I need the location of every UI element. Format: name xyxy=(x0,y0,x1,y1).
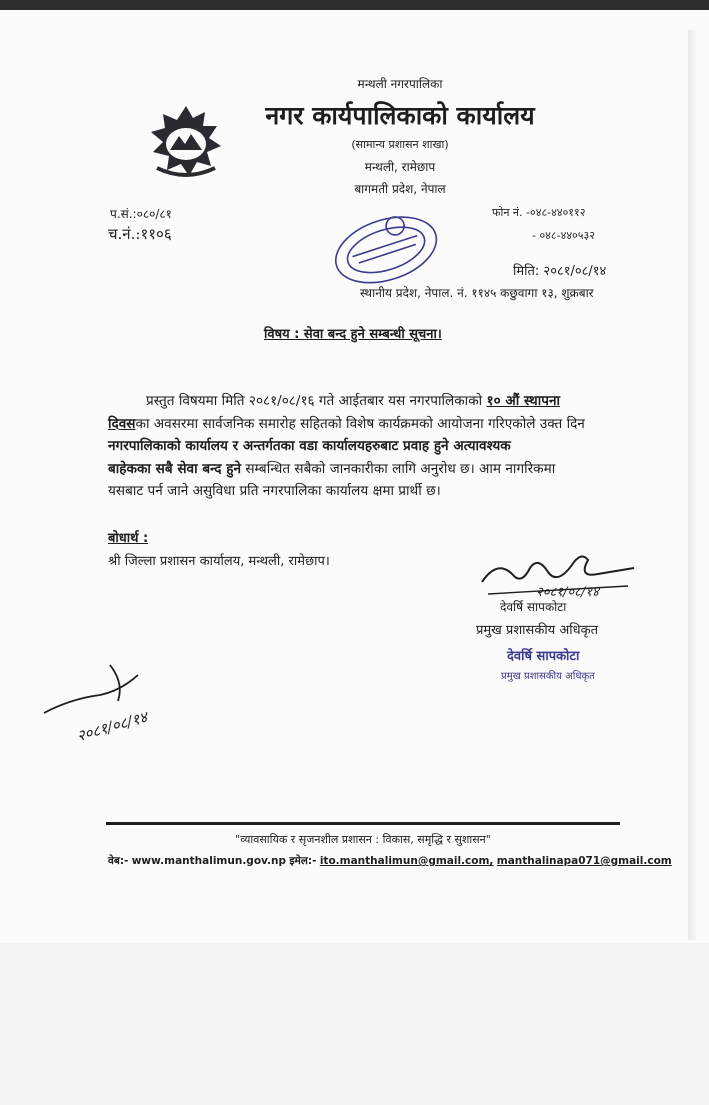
phone-number-1: फोन नं. -०४८-४४०११२ xyxy=(492,206,586,219)
email-link-1[interactable]: ito.manthalimun@gmail.com, xyxy=(319,855,494,867)
svg-text:२०८१/०८/१४: २०८१/०८/१४ xyxy=(74,707,150,745)
body-line-4: बाहेकका सबै सेवा बन्द हुने सम्बन्धित सबैको जानकारीका लागि अनुरोध छ। आम नागरिकमा xyxy=(108,460,556,477)
footer-divider xyxy=(106,822,620,825)
viewer-background xyxy=(0,943,709,1105)
stamp-signatory-name: देवर्षि सापकोटा xyxy=(507,649,580,664)
office-province: बागमती प्रदेश, नेपाल xyxy=(354,182,446,196)
body-line-2: दिवसका अवसरमा सार्वजनिक समारोह सहितको विशेष कार्यक्रमको आयोजना गरिएकोले उक्त दिन xyxy=(108,415,585,432)
letter-body xyxy=(108,390,618,503)
signatory-name: देवर्षि सापकोटा xyxy=(500,600,567,614)
branch-name: (सामान्य प्रशासन शाखा) xyxy=(351,138,449,151)
footer-motto: "व्यावसायिक र सृजनशील प्रशासन : विकास, समृद्धि र सुशासन" xyxy=(235,833,491,846)
letter-subject: विषय : सेवा बन्द हुने सम्बन्धी सूचना। xyxy=(264,327,442,342)
letter-ps-number: प.सं.:०८०/८१ xyxy=(110,207,172,221)
office-title: नगर कार्यपालिकाको कार्यालय xyxy=(265,101,535,130)
scan-edge-shadow xyxy=(688,30,696,940)
body-line-3: नगरपालिकाको कार्यालय र अन्तर्गतका वडा कार्यालयहरुबाट प्रवाह हुने अत्यावश्यक xyxy=(108,438,511,454)
handwritten-note xyxy=(40,655,190,745)
phone-number-2: - ०४८-४४०५३२ xyxy=(532,229,595,242)
website-link[interactable]: www.manthalimun.gov.np xyxy=(131,855,287,867)
body-line-1: प्रस्तुत विषयमा मिति २०८१/०८/१६ गते आईतबार यस नगरपालिकाको १० औं स्थापना xyxy=(146,393,561,409)
office-address: मन्थली, रामेछाप xyxy=(364,160,436,174)
cc-label: बोधार्थ : xyxy=(108,531,149,546)
email-link-2[interactable]: manthalinapa071@gmail.com xyxy=(496,855,672,867)
stamp-registration-text: स्थानीय प्रदेश, नेपाल. नं. ११४५ कछुवागा १३, शुक्रबार xyxy=(360,286,594,300)
signatory-title: प्रमुख प्रशासकीय अधिकृत xyxy=(476,623,599,638)
municipality-name: मन्थली नगरपालिका xyxy=(357,77,443,91)
letter-date: मिति: २०८१/०८/१४ xyxy=(513,264,607,279)
document-page xyxy=(0,10,709,943)
cc-recipient: श्री जिल्ला प्रशासन कार्यालय, मन्थली, रामेछाप। xyxy=(108,554,330,569)
stamp-signatory-title: प्रमुख प्रशासकीय अधिकृत xyxy=(501,671,595,682)
top-status-bar xyxy=(0,0,709,10)
svg-text:२०८१/०८/१४: २०८१/०८/१४ xyxy=(536,585,599,600)
footer-contact: वेब:- www.manthalimun.gov.np इमेल:- ito.manthalimun@gmail.com, manthalinapa071@gmail.com xyxy=(108,855,672,867)
body-line-5: यसबाट पर्न जाने असुविधा प्रति नगरपालिका कार्यालय क्षमा प्रार्थी छ। xyxy=(108,483,441,499)
letter-cn-number: च.नं.:११०६ xyxy=(108,225,172,243)
